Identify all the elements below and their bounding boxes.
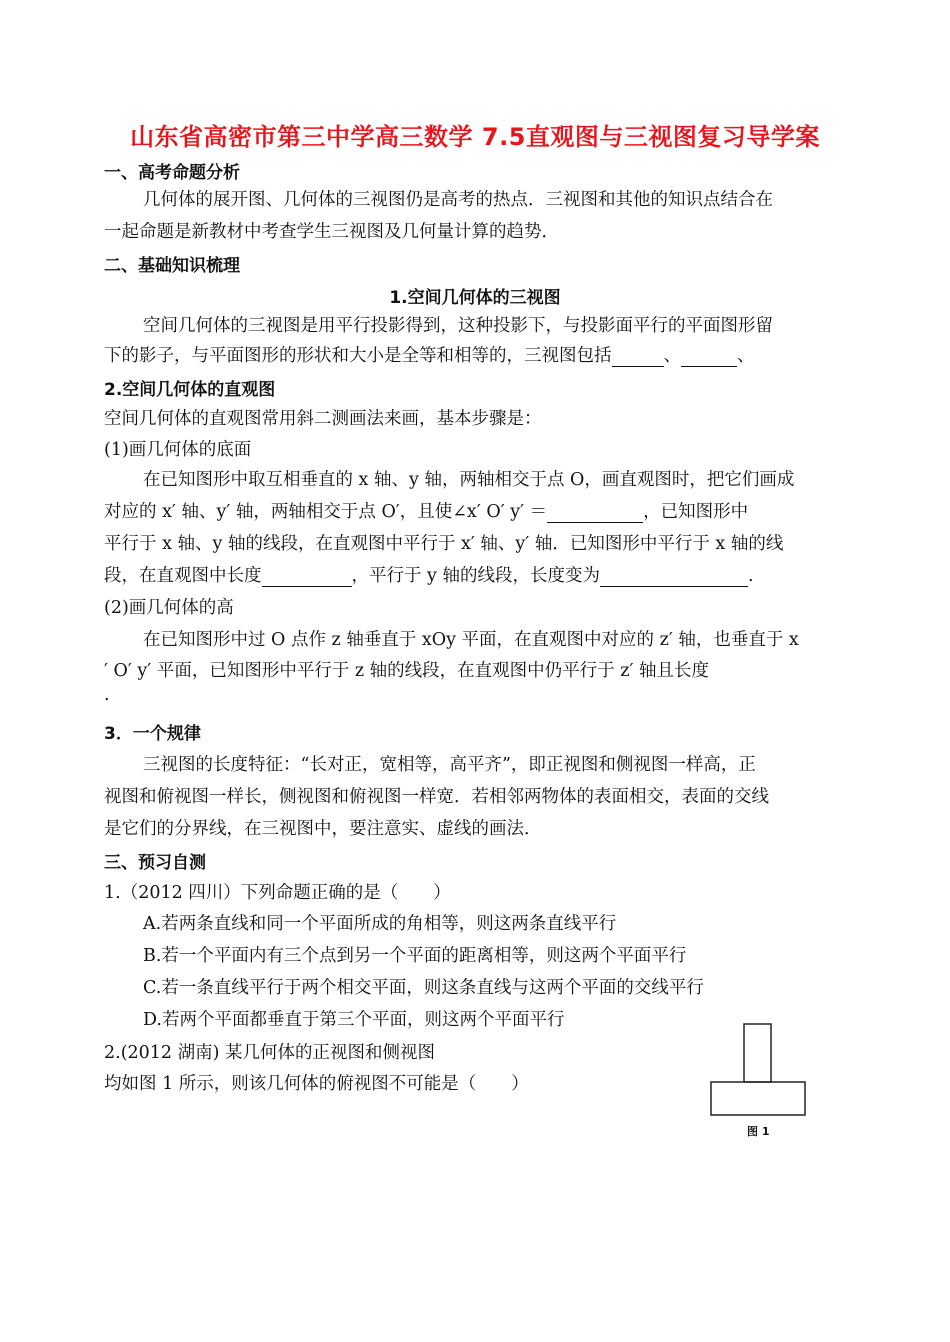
answer-blank[interactable] — [547, 504, 643, 523]
paragraph-line: 是它们的分界线，在三视图中，要注意实、虚线的画法． — [104, 819, 542, 839]
paragraph-line: (2)画几何体的高 — [104, 598, 234, 618]
paragraph-line: 平行于 x 轴、y 轴的线段，在直观图中平行于 x′ 轴、y′ 轴．已知图形中平行于 x 轴的线 — [104, 534, 784, 554]
answer-blank[interactable] — [612, 348, 664, 367]
text-run: ，平行于 y 轴的线段，长度变为 — [351, 566, 601, 586]
answer-blank[interactable] — [262, 568, 352, 587]
answer-blank[interactable] — [600, 568, 748, 587]
text-run: 、 — [737, 346, 755, 366]
document-title: 山东省高密市第三中学高三数学 7.5直观图与三视图复习导学案 — [130, 123, 820, 151]
text-run: 段，在直观图中长度 — [104, 566, 262, 586]
question-1: 1.（2012 四川）下列命题正确的是（ ） — [104, 883, 451, 903]
section-heading-preview-test: 三、预习自测 — [104, 853, 206, 873]
paragraph-line: 三视图的长度特征：“长对正，宽相等，高平齐”，即正视图和侧视图一样高，正 — [143, 755, 756, 775]
text-run: 、 — [663, 346, 681, 366]
paragraph-line: 几何体的展开图、几何体的三视图仍是高考的热点．三视图和其他的知识点结合在 — [143, 190, 773, 210]
subheading-intuitive-view: 2.空间几何体的直观图 — [104, 380, 276, 400]
text-run: 下的影子，与平面图形的形状和大小是全等和相等的，三视图包括 — [104, 346, 612, 366]
figure-1 — [707, 1022, 807, 1142]
question-2-line-1: 2.(2012 湖南) 某几何体的正视图和侧视图 — [104, 1043, 436, 1063]
paragraph-line: 在已知图形中过 O 点作 z 轴垂直于 xOy 平面，在直观图中对应的 z′ 轴，也垂直于 x — [143, 630, 799, 650]
subheading-rule: 3．一个规律 — [104, 724, 201, 744]
paragraph-line — [104, 498, 846, 523]
section-heading-basics: 二、基础知识梳理 — [104, 256, 240, 276]
option-a: A.若两条直线和同一个平面所成的角相等，则这两条直线平行 — [143, 914, 617, 934]
paragraph-line — [104, 562, 846, 587]
section-heading-analysis: 一、高考命题分析 — [104, 163, 240, 183]
paragraph-line: (1)画几何体的底面 — [104, 440, 252, 460]
figure-1-caption: 图 1 — [747, 1125, 770, 1138]
paragraph-line: 空间几何体的三视图是用平行投影得到，这种投影下，与投影面平行的平面图形留 — [143, 316, 773, 336]
paragraph-line — [104, 342, 846, 367]
subheading-three-views: 1.空间几何体的三视图 — [389, 288, 561, 308]
question-2-line-2: 均如图 1 所示，则该几何体的俯视图不可能是（ ） — [104, 1074, 529, 1094]
text-run: 对应的 x′ 轴、y′ 轴，两轴相交于点 O′，且使∠x′ O′ y′ ＝ — [104, 502, 548, 522]
option-c: C.若一条直线平行于两个相交平面，则这条直线与这两个平面的交线平行 — [143, 978, 704, 998]
option-b: B.若一个平面内有三个点到另一个平面的距离相等，则这两个平面平行 — [143, 946, 687, 966]
paragraph-line: ′ O′ y′ 平面，已知图形中平行于 z 轴的线段，在直观图中仍平行于 z′ 轴且长度 — [104, 661, 710, 681]
paragraph-line: 视图和俯视图一样长，侧视图和俯视图一样宽．若相邻两物体的表面相交，表面的交线 — [104, 787, 769, 807]
figure-1-drawing — [707, 1022, 807, 1122]
text-run: . — [748, 566, 754, 586]
text-run: ，已知图形中 — [643, 502, 749, 522]
answer-blank[interactable] — [681, 348, 737, 367]
paragraph-line: 在已知图形中取互相垂直的 x 轴、y 轴，两轴相交于点 O，画直观图时，把它们画成 — [143, 470, 795, 490]
paragraph-line: 一起命题是新教材中考查学生三视图及几何量计算的趋势． — [104, 222, 559, 242]
paragraph-line: 空间几何体的直观图常用斜二测画法来画，基本步骤是： — [104, 409, 542, 429]
paragraph-line: . — [104, 685, 110, 705]
option-d: D.若两个平面都垂直于第三个平面，则这两个平面平行 — [143, 1010, 565, 1030]
